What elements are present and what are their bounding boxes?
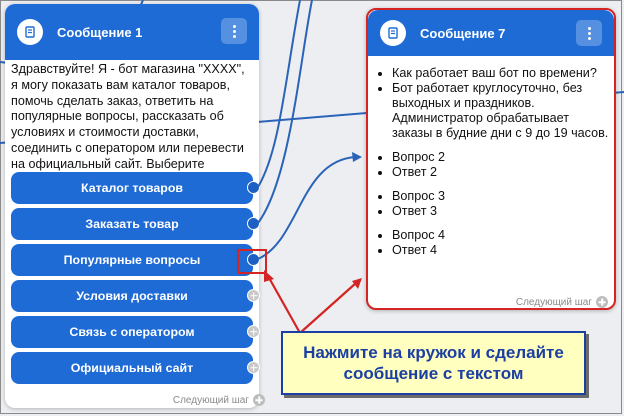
callout-line: сообщение с текстом bbox=[343, 364, 524, 383]
next-step[interactable] bbox=[516, 296, 608, 308]
list-item: • Как работает ваш бот по времени? bbox=[392, 66, 610, 81]
list-item: • Вопрос 2 bbox=[392, 150, 610, 165]
more-vertical-icon[interactable] bbox=[576, 20, 602, 46]
plus-circle-icon[interactable] bbox=[253, 394, 265, 406]
button-label: Заказать товар bbox=[85, 217, 179, 231]
button-label: Связь с оператором bbox=[69, 325, 195, 339]
button-label: Условия доставки bbox=[76, 289, 188, 303]
button-faq[interactable] bbox=[11, 244, 253, 276]
node-header[interactable] bbox=[5, 4, 259, 60]
list-item: • Вопрос 3 bbox=[392, 189, 610, 204]
button-label: Официальный сайт bbox=[70, 361, 194, 375]
list-item: • Вопрос 4 bbox=[392, 228, 610, 243]
node-header[interactable] bbox=[368, 10, 614, 56]
message-node-1[interactable] bbox=[5, 4, 259, 408]
message-icon bbox=[17, 19, 43, 45]
plus-circle-icon[interactable] bbox=[247, 289, 260, 302]
next-step-label: Следующий шаг bbox=[172, 394, 249, 406]
instruction-callout bbox=[281, 331, 586, 395]
next-step[interactable] bbox=[173, 394, 265, 406]
button-delivery[interactable] bbox=[11, 280, 253, 312]
next-step-label: Следующий шаг bbox=[515, 296, 592, 308]
highlight-box bbox=[237, 249, 267, 274]
button-order[interactable] bbox=[11, 208, 253, 240]
list-item: • Бот работает круглосуточно, без выходных и праздников. Администратор обрабатывает заказы в будние дни с 9 до 19 часов. bbox=[392, 81, 610, 141]
message-icon bbox=[380, 20, 406, 46]
message-text: Здравствуйте! Я - бот магазина "XXXX", я могу показать вам каталог товаров, помочь сделать заказ, ответить на популярные вопросы, рассказать об условиях и стоимости доставки, соединить с оператором или перевести на официальный сайт. Выберите bbox=[11, 62, 245, 171]
list-item: • Ответ 3 bbox=[392, 204, 610, 219]
node-title: Сообщение 7 bbox=[420, 25, 506, 41]
plus-circle-icon[interactable] bbox=[247, 325, 260, 338]
button-label: Популярные вопросы bbox=[63, 253, 201, 267]
list-item: • Ответ 4 bbox=[392, 243, 610, 258]
plus-circle-icon[interactable] bbox=[596, 296, 608, 308]
list-item: • Ответ 2 bbox=[392, 165, 610, 180]
button-operator[interactable] bbox=[11, 316, 253, 348]
button-label: Каталог товаров bbox=[80, 181, 184, 195]
more-vertical-icon[interactable] bbox=[221, 18, 247, 44]
qa-group bbox=[376, 66, 610, 141]
qa-group bbox=[376, 189, 610, 219]
plus-circle-icon[interactable] bbox=[247, 361, 260, 374]
button-website[interactable] bbox=[11, 352, 253, 384]
callout-line: Нажмите на кружок и сделайте bbox=[303, 343, 564, 362]
message-node-7[interactable] bbox=[366, 8, 616, 310]
node-title: Сообщение 1 bbox=[57, 24, 143, 40]
connector-dot-icon[interactable] bbox=[247, 217, 260, 230]
message-list bbox=[376, 66, 610, 267]
qa-group bbox=[376, 228, 610, 258]
button-catalog[interactable] bbox=[11, 172, 253, 204]
connector-dot-icon[interactable] bbox=[247, 181, 260, 194]
qa-group bbox=[376, 150, 610, 180]
